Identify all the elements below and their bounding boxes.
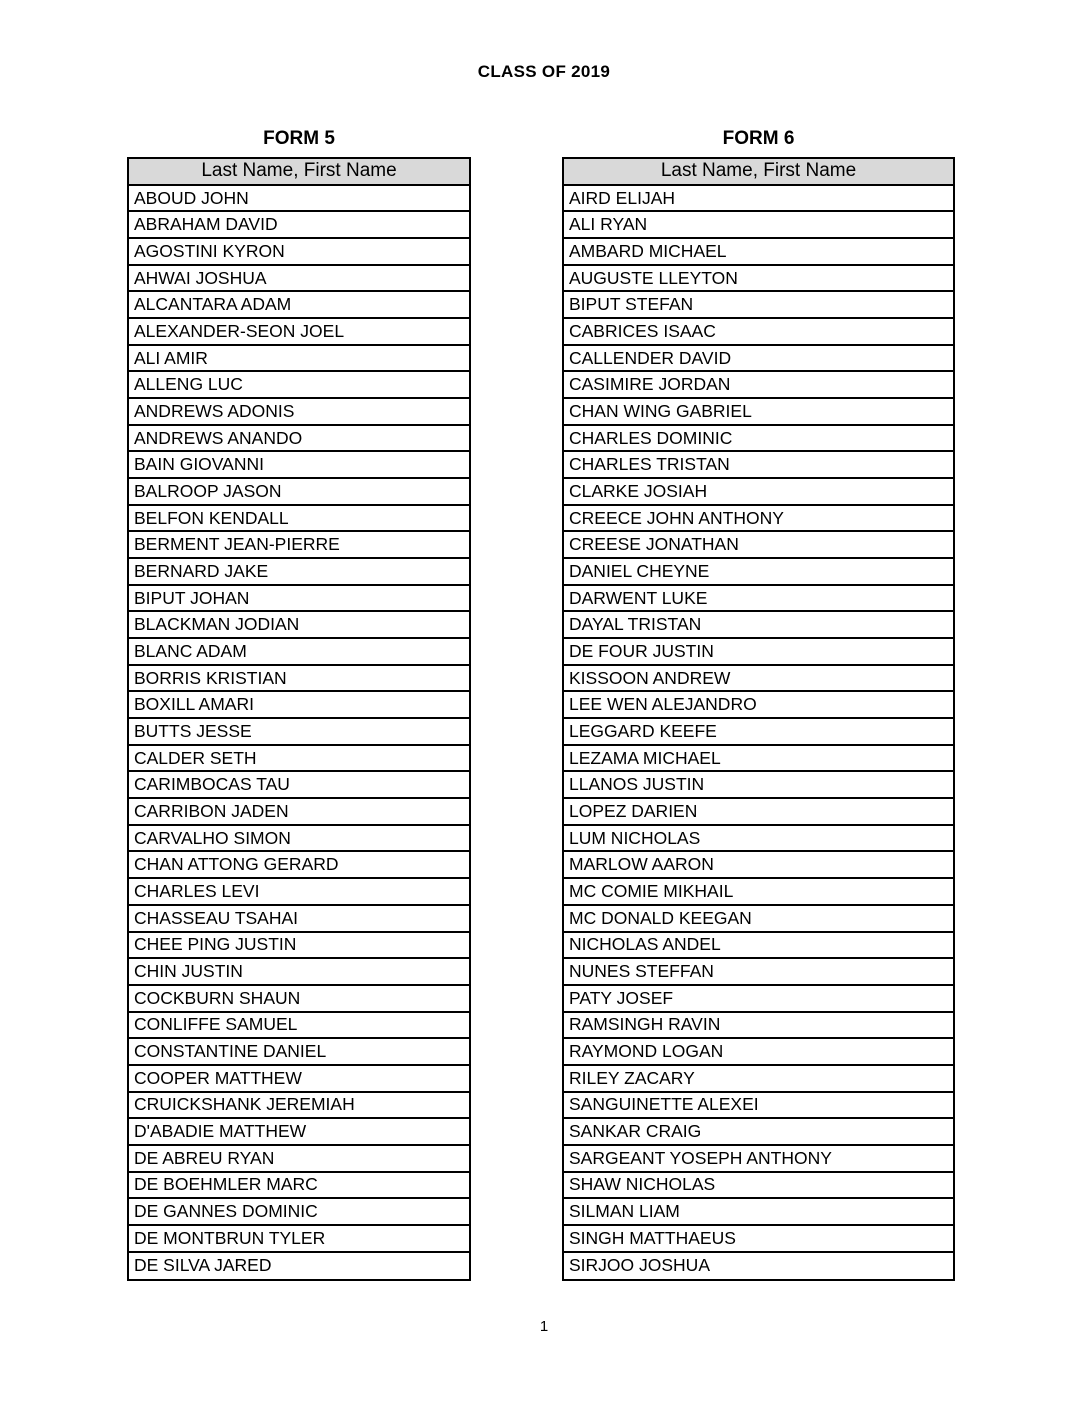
table-row: LUM NICHOLAS (564, 826, 953, 853)
form6-rows (564, 186, 953, 1280)
table-row: CHARLES DOMINIC (564, 426, 953, 453)
table-row: SANGUINETTE ALEXEI (564, 1093, 953, 1120)
document-title: CLASS OF 2019 (477, 62, 611, 81)
table-row: DE ABREU RYAN (129, 1146, 469, 1173)
table-row: CHIN JUSTIN (129, 959, 469, 986)
table-row: DARWENT LUKE (564, 586, 953, 613)
table-row: ANDREWS ADONIS (129, 399, 469, 426)
table-row: ABRAHAM DAVID (129, 212, 469, 239)
table-row: BAIN GIOVANNI (129, 452, 469, 479)
table-row: CHEE PING JUSTIN (129, 933, 469, 960)
table-row: CARIMBOCAS TAU (129, 772, 469, 799)
table-row: D'ABADIE MATTHEW (129, 1119, 469, 1146)
table-row: AUGUSTE LLEYTON (564, 266, 953, 293)
table-row: MC DONALD KEEGAN (564, 906, 953, 933)
table-row: BLACKMAN JODIAN (129, 612, 469, 639)
table-row: MARLOW AARON (564, 852, 953, 879)
table-row: LOPEZ DARIEN (564, 799, 953, 826)
table-row: AGOSTINI KYRON (129, 239, 469, 266)
table-row: DE BOEHMLER MARC (129, 1173, 469, 1200)
table-row: BLANC ADAM (129, 639, 469, 666)
page-number: 1 (539, 1318, 549, 1335)
table-row: COOPER MATTHEW (129, 1066, 469, 1093)
table-row: CALLENDER DAVID (564, 346, 953, 373)
table-row: DANIEL CHEYNE (564, 559, 953, 586)
table-row: RAMSINGH RAVIN (564, 1013, 953, 1040)
form6-title: FORM 6 (722, 128, 795, 149)
table-row: LLANOS JUSTIN (564, 772, 953, 799)
table-row: LEZAMA MICHAEL (564, 746, 953, 773)
table-row: CASIMIRE JORDAN (564, 372, 953, 399)
form5-title: FORM 5 (263, 128, 335, 149)
table-row: CREESE JONATHAN (564, 532, 953, 559)
table-row: ALI RYAN (564, 212, 953, 239)
table-row: CARRIBON JADEN (129, 799, 469, 826)
table-row: CALDER SETH (129, 746, 469, 773)
form5-rows (129, 186, 469, 1280)
table-row: PATY JOSEF (564, 986, 953, 1013)
table-row: SANKAR CRAIG (564, 1119, 953, 1146)
table-row: NICHOLAS ANDEL (564, 933, 953, 960)
form5-table (127, 157, 471, 1281)
table-row: KISSOON ANDREW (564, 666, 953, 693)
table-row: ALI AMIR (129, 346, 469, 373)
table-row: MC COMIE MIKHAIL (564, 879, 953, 906)
table-row: SILMAN LIAM (564, 1199, 953, 1226)
table-row: ABOUD JOHN (129, 186, 469, 213)
table-row: CRUICKSHANK JEREMIAH (129, 1093, 469, 1120)
table-row: CONLIFFE SAMUEL (129, 1013, 469, 1040)
table-row: CHARLES TRISTAN (564, 452, 953, 479)
table-row: CARVALHO SIMON (129, 826, 469, 853)
table-row: BERMENT JEAN-PIERRE (129, 532, 469, 559)
table-row: DE GANNES DOMINIC (129, 1199, 469, 1226)
table-row: RILEY ZACARY (564, 1066, 953, 1093)
table-row: AIRD ELIJAH (564, 186, 953, 213)
table-row: CREECE JOHN ANTHONY (564, 506, 953, 533)
table-row: CABRICES ISAAC (564, 319, 953, 346)
table-row: BELFON KENDALL (129, 506, 469, 533)
table-row: SHAW NICHOLAS (564, 1173, 953, 1200)
form5-column-header: Last Name, First Name (129, 159, 469, 186)
table-row: DE MONTBRUN TYLER (129, 1226, 469, 1253)
table-row: NUNES STEFFAN (564, 959, 953, 986)
table-row: BIPUT STEFAN (564, 292, 953, 319)
table-row: BIPUT JOHAN (129, 586, 469, 613)
table-row: LEGGARD KEEFE (564, 719, 953, 746)
table-row: DE FOUR JUSTIN (564, 639, 953, 666)
table-row: CLARKE JOSIAH (564, 479, 953, 506)
table-row: LEE WEN ALEJANDRO (564, 692, 953, 719)
table-row: AMBARD MICHAEL (564, 239, 953, 266)
form6-column-header: Last Name, First Name (564, 159, 953, 186)
table-row: CHAN WING GABRIEL (564, 399, 953, 426)
table-row: SARGEANT YOSEPH ANTHONY (564, 1146, 953, 1173)
table-row: DE SILVA JARED (134, 1255, 272, 1276)
table-row: ALEXANDER-SEON JOEL (129, 319, 469, 346)
table-row: BUTTS JESSE (129, 719, 469, 746)
table-row: BORRIS KRISTIAN (129, 666, 469, 693)
table-row: ALLENG LUC (129, 372, 469, 399)
table-row: SINGH MATTHAEUS (564, 1226, 953, 1253)
form6-table (562, 157, 955, 1281)
table-row: BERNARD JAKE (129, 559, 469, 586)
table-row: RAYMOND LOGAN (564, 1039, 953, 1066)
table-row: ALCANTARA ADAM (129, 292, 469, 319)
table-row: COCKBURN SHAUN (129, 986, 469, 1013)
table-row: CONSTANTINE DANIEL (129, 1039, 469, 1066)
table-row: DAYAL TRISTAN (564, 612, 953, 639)
table-row: BALROOP JASON (129, 479, 469, 506)
table-row: BOXILL AMARI (129, 692, 469, 719)
table-row: CHAN ATTONG GERARD (129, 852, 469, 879)
table-row: CHASSEAU TSAHAI (129, 906, 469, 933)
table-row: CHARLES LEVI (129, 879, 469, 906)
table-row: SIRJOO JOSHUA (569, 1255, 710, 1276)
table-row: ANDREWS ANANDO (129, 426, 469, 453)
table-row: AHWAI JOSHUA (129, 266, 469, 293)
